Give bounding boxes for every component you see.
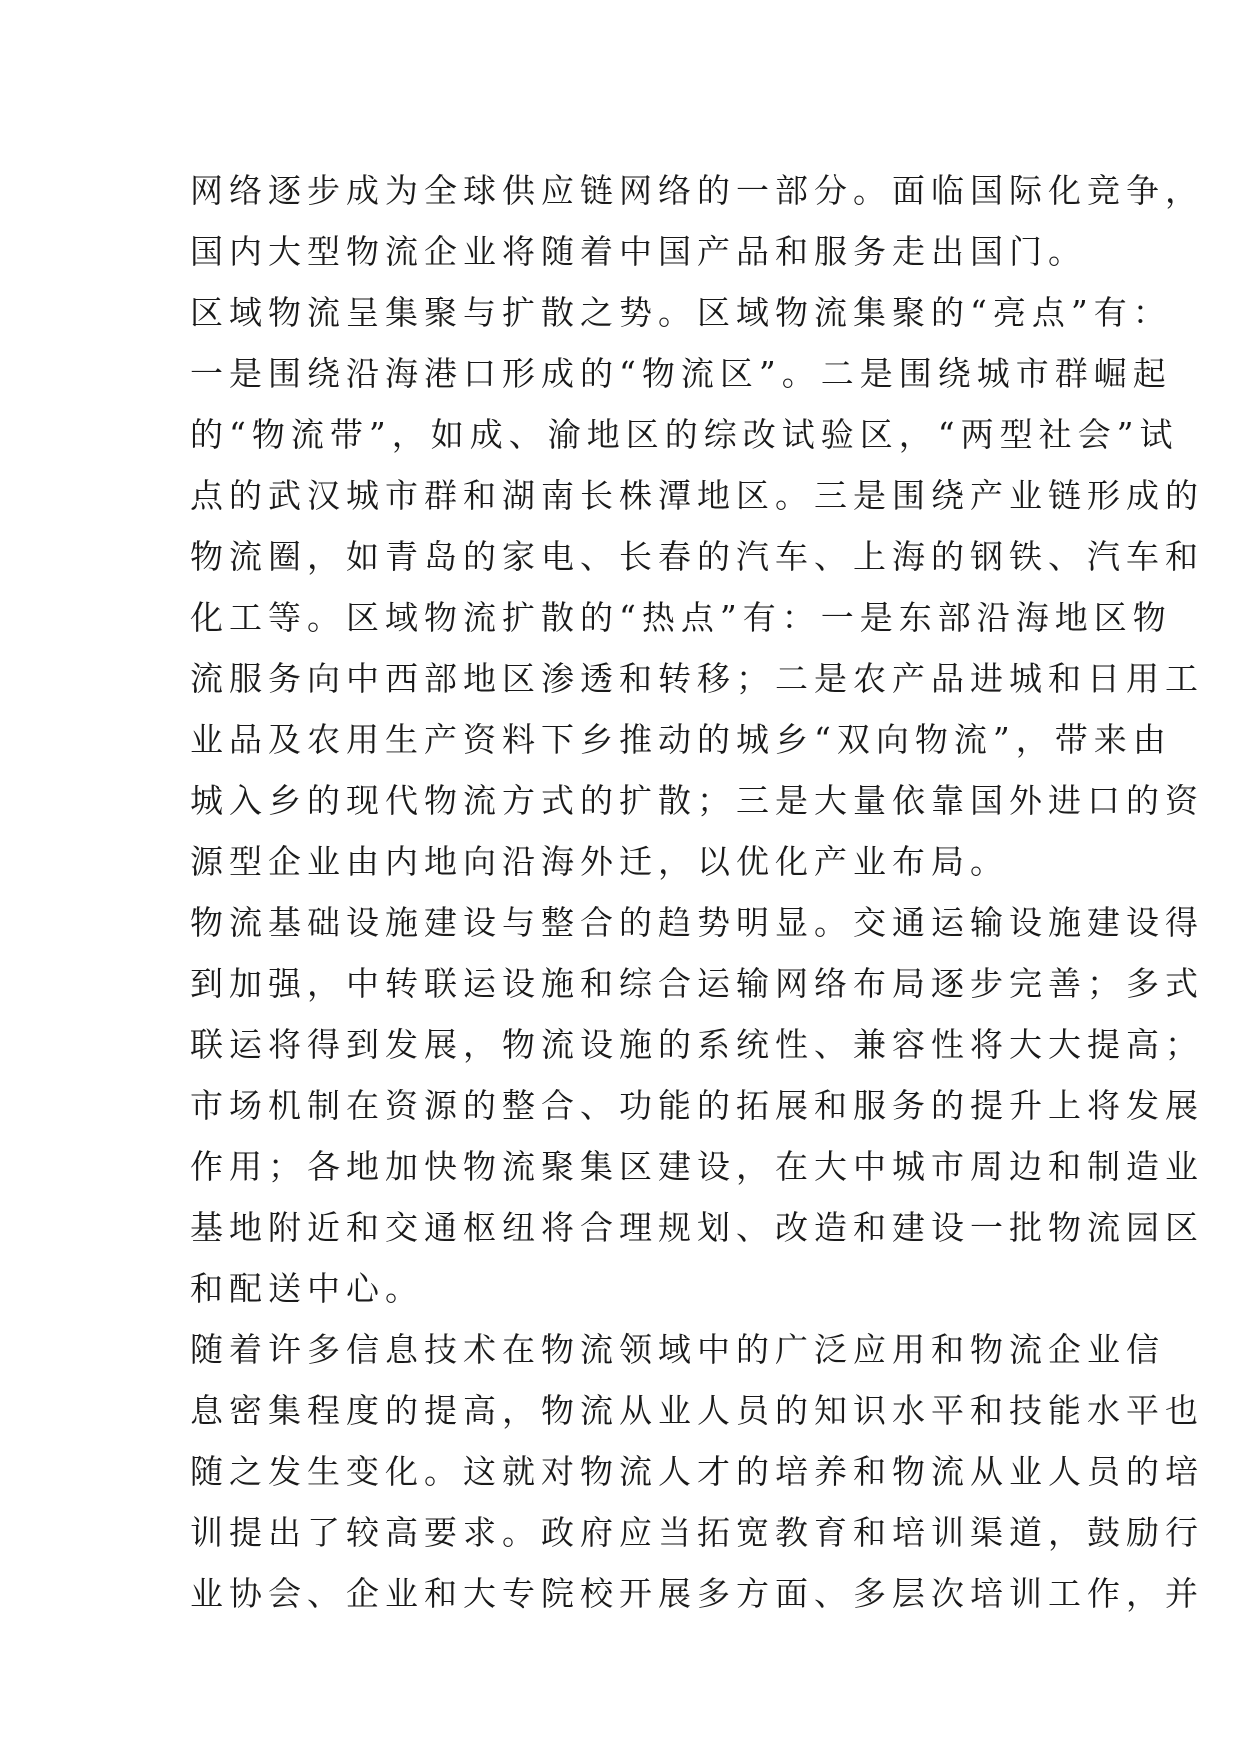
paragraph-infrastructure [190, 892, 1204, 1319]
text-line: 随之发生变化。这就对物流人才的培养和物流从业人员的培 [190, 1452, 1204, 1491]
text-line: 基地附近和交通枢纽将合理规划、改造和建设一批物流园区 [190, 1208, 1204, 1247]
text-line: 市场机制在资源的整合、功能的拓展和服务的提升上将发展 [190, 1086, 1204, 1125]
text-line: 区域物流呈集聚与扩散之势。区域物流集聚的“亮点”有： [190, 293, 1172, 332]
text-line: 化工等。区域物流扩散的“热点”有：一是东部沿海地区物 [190, 598, 1172, 637]
text-line: 息密集程度的提高，物流从业人员的知识水平和技能水平也 [190, 1391, 1204, 1430]
document-body [190, 160, 1204, 1624]
text-line: 业协会、企业和大专院校开展多方面、多层次培训工作，并 [190, 1574, 1204, 1613]
text-line: 作用；各地加快物流聚集区建设，在大中城市周边和制造业 [190, 1147, 1204, 1186]
text-line: 城入乡的现代物流方式的扩散；三是大量依靠国外进口的资 [190, 781, 1204, 820]
paragraph-talent-training [190, 1319, 1204, 1624]
text-line: 点的武汉城市群和湖南长株潭地区。三是围绕产业链形成的 [190, 476, 1204, 515]
text-line: 和配送中心。 [190, 1269, 424, 1308]
text-line: 源型企业由内地向沿海外迁，以优化产业布局。 [190, 842, 1009, 881]
text-line: 业品及农用生产资料下乡推动的城乡“双向物流”，带来由 [190, 720, 1172, 759]
text-line: 到加强，中转联运设施和综合运输网络布局逐步完善；多式 [190, 964, 1204, 1003]
text-line: 一是围绕沿海港口形成的“物流区”。二是围绕城市群崛起 [190, 354, 1172, 393]
text-line: 联运将得到发展，物流设施的系统性、兼容性将大大提高； [190, 1025, 1204, 1064]
text-line: 国内大型物流企业将随着中国产品和服务走出国门。 [190, 232, 1087, 271]
text-line: 网络逐步成为全球供应链网络的一部分。面临国际化竞争， [190, 171, 1204, 210]
text-line: 流服务向中西部地区渗透和转移；二是农产品进城和日用工 [190, 659, 1204, 698]
paragraph-regional-logistics [190, 282, 1204, 892]
paragraph-global-supply-chain [190, 160, 1204, 282]
text-line: 训提出了较高要求。政府应当拓宽教育和培训渠道，鼓励行 [190, 1513, 1204, 1552]
text-line: 物流圈，如青岛的家电、长春的汽车、上海的钢铁、汽车和 [190, 537, 1204, 576]
text-line: 随着许多信息技术在物流领域中的广泛应用和物流企业信 [190, 1330, 1165, 1369]
text-line: 的“物流带”，如成、渝地区的综改试验区，“两型社会”试 [190, 415, 1179, 454]
text-line: 物流基础设施建设与整合的趋势明显。交通运输设施建设得 [190, 903, 1204, 942]
